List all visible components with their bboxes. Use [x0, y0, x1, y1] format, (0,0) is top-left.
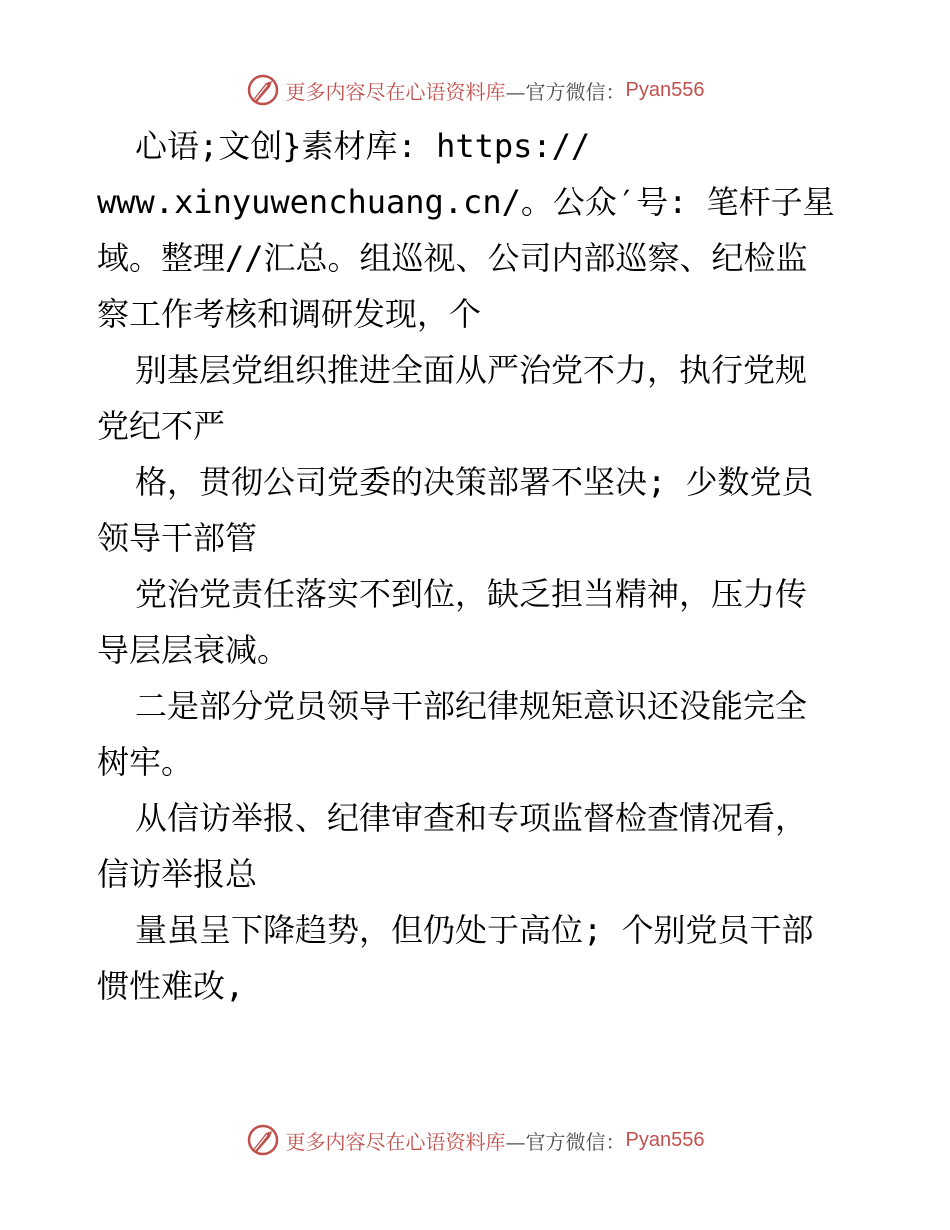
text-line: 树牢。	[97, 743, 194, 781]
banner-main-text: 更多内容尽在心语资料库	[285, 79, 506, 104]
pen-logo-icon	[246, 73, 280, 107]
text-line: 领导干部管	[97, 519, 258, 557]
banner-wechat-id: Pyan556	[625, 78, 705, 101]
header-banner	[0, 70, 950, 110]
text-line: 心语;文创}素材库: https://	[135, 127, 591, 165]
text-line: 党治党责任落实不到位，缺乏担当精神，压力传	[135, 575, 808, 613]
text-line: 域。整理//汇总。组巡视、公司内部巡察、纪检监	[97, 239, 808, 277]
text-line: 察工作考核和调研发现，个	[97, 295, 482, 333]
text-line: 量虽呈下降趋势，但仍处于高位; 个别党员干部	[135, 911, 814, 949]
document-body	[97, 118, 857, 1014]
banner-sub-text: —官方微信：	[505, 1129, 626, 1154]
text-line: 惯性难改,	[97, 967, 245, 1005]
text-line: 格，贯彻公司党委的决策部署不坚决; 少数党员	[135, 463, 814, 501]
text-line: 导层层衰减。	[97, 631, 290, 669]
banner-main-text: 更多内容尽在心语资料库	[285, 1129, 506, 1154]
text-line: 党纪不严	[97, 407, 226, 445]
banner-sub-text: —官方微信：	[505, 79, 626, 104]
text-line: 二是部分党员领导干部纪律规矩意识还没能完全	[135, 687, 808, 725]
footer-banner	[0, 1120, 950, 1160]
text-line: 从信访举报、纪律审查和专项监督检查情况看，	[135, 799, 808, 837]
banner-wechat-id: Pyan556	[625, 1128, 705, 1151]
text-line: 别基层党组织推进全面从严治党不力，执行党规	[135, 351, 808, 389]
text-line: 信访举报总	[97, 855, 258, 893]
pen-logo-icon	[246, 1123, 280, 1157]
text-line: www.xinyuwenchuang.cn/。公众′号: 笔杆子星	[97, 183, 835, 221]
